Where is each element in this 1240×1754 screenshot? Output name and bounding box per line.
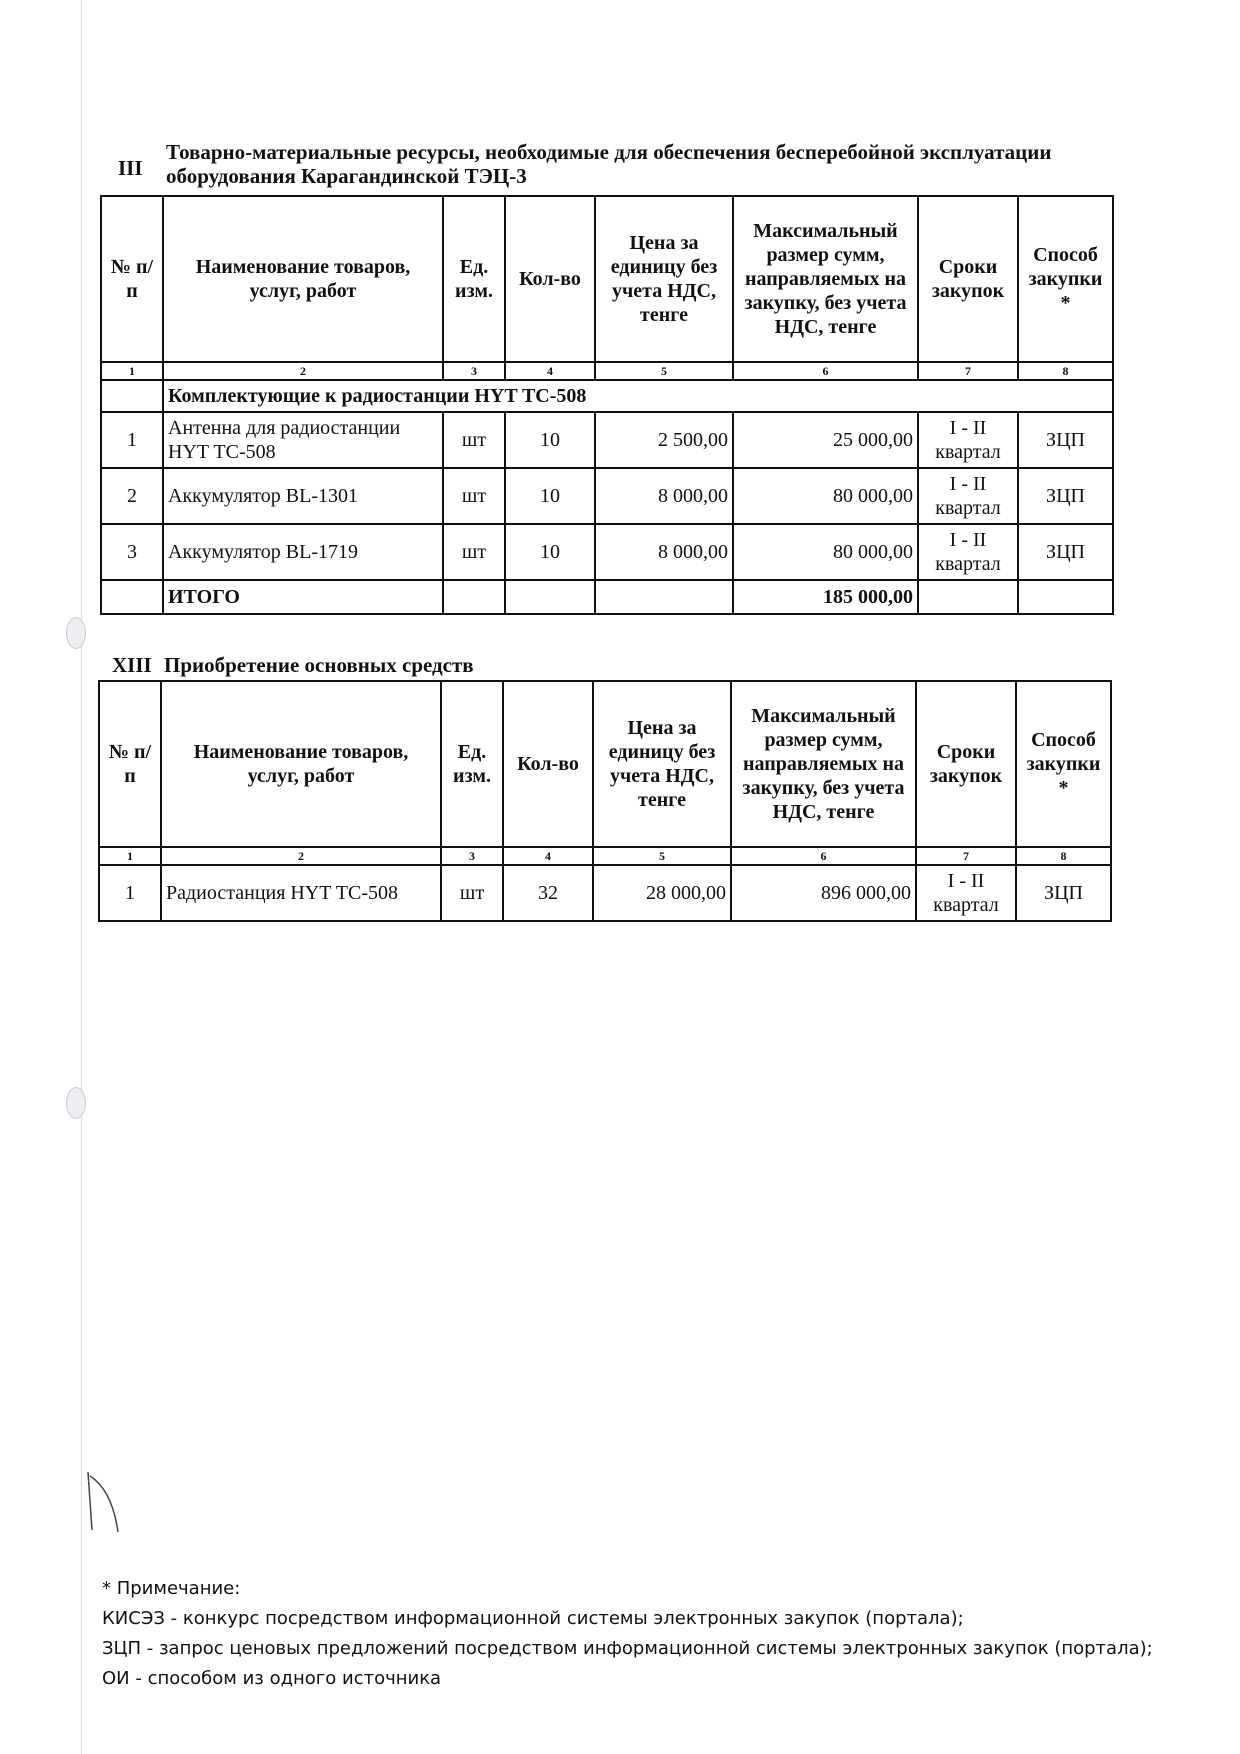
page-fold-line (81, 0, 82, 1754)
header-max-sum: Максимальный размер сумм, направляемых на закупку, без учета НДС, тенге (731, 681, 916, 847)
header-unit: Ед. изм. (443, 196, 505, 362)
header-name: Наименование товаров, услуг, работ (163, 196, 443, 362)
footnote (102, 1574, 1162, 1694)
total-empty-cell (443, 580, 505, 614)
header-num: № п/п (99, 681, 161, 847)
cell-name: Антенна для радиостанции HYT TC-508 (163, 412, 443, 468)
total-empty-cell (595, 580, 733, 614)
cell-sum: 80 000,00 (733, 524, 918, 580)
header-name: Наименование товаров, услуг, работ (161, 681, 441, 847)
header-terms: Сроки закупок (918, 196, 1018, 362)
cell-name: Аккумулятор BL-1301 (163, 468, 443, 524)
column-number: 2 (161, 847, 441, 865)
cell-method: ЗЦП (1018, 412, 1113, 468)
column-number: 3 (443, 362, 505, 380)
column-number: 8 (1016, 847, 1111, 865)
cell-num: 3 (101, 524, 163, 580)
header-unit: Ед. изм. (441, 681, 503, 847)
table-header-row (101, 196, 1113, 362)
table-row (101, 468, 1113, 524)
column-number: 8 (1018, 362, 1113, 380)
header-price: Цена за единицу без учета НДС, тенге (593, 681, 731, 847)
column-number: 7 (916, 847, 1016, 865)
cell-price: 28 000,00 (593, 865, 731, 921)
total-empty-cell (101, 580, 163, 614)
cell-unit: шт (443, 412, 505, 468)
cell-terms: I - II квартал (916, 865, 1016, 921)
total-value: 185 000,00 (733, 580, 918, 614)
punch-hole-bottom (66, 1087, 86, 1119)
header-max-sum: Максимальный размер сумм, направляемых на закупку, без учета НДС, тенге (733, 196, 918, 362)
total-empty-cell (918, 580, 1018, 614)
cell-price: 8 000,00 (595, 524, 733, 580)
total-label: ИТОГО (163, 580, 443, 614)
table-row (101, 412, 1113, 468)
column-number-row (99, 847, 1111, 865)
header-method: Способ закупки * (1018, 196, 1113, 362)
cell-qty: 10 (505, 412, 595, 468)
cell-qty: 10 (505, 524, 595, 580)
column-number-row (101, 362, 1113, 380)
footnote-line: ЗЦП - запрос ценовых предложений посредством информационной системы электронных закупок (портала); (102, 1638, 1153, 1659)
footnote-line: ОИ - способом из одного источника (102, 1668, 442, 1689)
section-title (166, 140, 1126, 188)
cell-price: 2 500,00 (595, 412, 733, 468)
header-method: Способ закупки * (1016, 681, 1111, 847)
section-title-line: Товарно-материальные ресурсы, необходимые для обеспечения бесперебойной эксплуатации (166, 140, 1052, 164)
header-num: № п/п (101, 196, 163, 362)
column-number: 6 (733, 362, 918, 380)
table-row (99, 865, 1111, 921)
cell-sum: 25 000,00 (733, 412, 918, 468)
total-row (101, 580, 1113, 614)
footnote-title: * Примечание: (102, 1578, 241, 1599)
column-number: 6 (731, 847, 916, 865)
cell-unit: шт (443, 468, 505, 524)
cell-method: ЗЦП (1018, 468, 1113, 524)
handwritten-mark (84, 1470, 124, 1540)
group-empty-cell (101, 380, 163, 412)
group-row (101, 380, 1113, 412)
cell-num: 1 (99, 865, 161, 921)
column-number: 1 (99, 847, 161, 865)
group-title: Комплектующие к радиостанции HYT TC-508 (163, 380, 1113, 412)
column-number: 4 (505, 362, 595, 380)
resources-table (100, 195, 1114, 615)
column-number: 2 (163, 362, 443, 380)
table-header-row (99, 681, 1111, 847)
cell-qty: 32 (503, 865, 593, 921)
column-number: 7 (918, 362, 1018, 380)
cell-unit: шт (441, 865, 503, 921)
cell-method: ЗЦП (1016, 865, 1111, 921)
header-qty: Кол-во (503, 681, 593, 847)
cell-qty: 10 (505, 468, 595, 524)
cell-num: 2 (101, 468, 163, 524)
cell-unit: шт (443, 524, 505, 580)
cell-sum: 896 000,00 (731, 865, 916, 921)
section-title: Приобретение основных средств (164, 653, 474, 677)
column-number: 1 (101, 362, 163, 380)
cell-num: 1 (101, 412, 163, 468)
cell-terms: I - II квартал (918, 412, 1018, 468)
total-empty-cell (1018, 580, 1113, 614)
column-number: 3 (441, 847, 503, 865)
column-number: 5 (593, 847, 731, 865)
header-terms: Сроки закупок (916, 681, 1016, 847)
cell-name: Радиостанция HYT TC-508 (161, 865, 441, 921)
column-number: 4 (503, 847, 593, 865)
section-number: III (118, 156, 143, 180)
section-number: XIII (112, 653, 152, 677)
punch-hole-top (66, 617, 86, 649)
cell-sum: 80 000,00 (733, 468, 918, 524)
total-empty-cell (505, 580, 595, 614)
header-qty: Кол-во (505, 196, 595, 362)
cell-name: Аккумулятор BL-1719 (163, 524, 443, 580)
cell-price: 8 000,00 (595, 468, 733, 524)
column-number: 5 (595, 362, 733, 380)
footnote-line: КИСЭЗ - конкурс посредством информационной системы электронных закупок (портала); (102, 1608, 964, 1629)
table-row (101, 524, 1113, 580)
cell-method: ЗЦП (1018, 524, 1113, 580)
cell-terms: I - II квартал (918, 524, 1018, 580)
header-price: Цена за единицу без учета НДС, тенге (595, 196, 733, 362)
fixed-assets-table (98, 680, 1112, 922)
cell-terms: I - II квартал (918, 468, 1018, 524)
section-title-line: оборудования Карагандинской ТЭЦ-3 (166, 164, 527, 188)
